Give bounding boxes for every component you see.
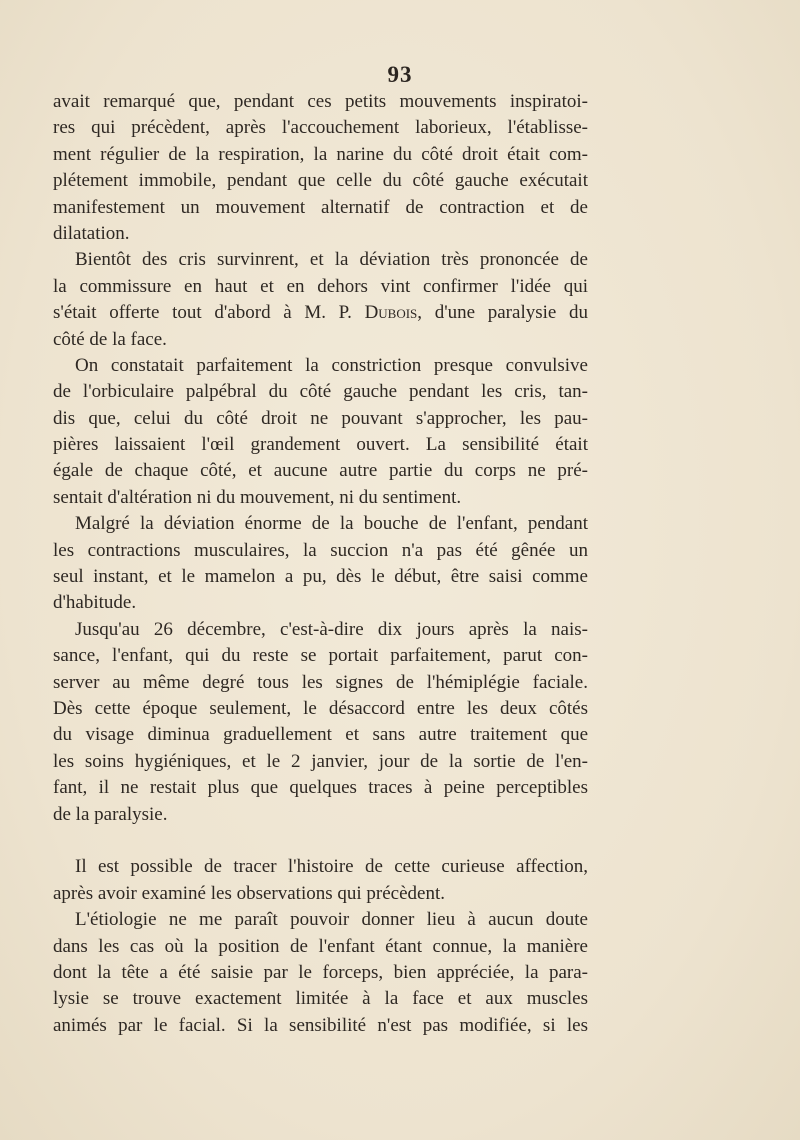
text-line: ment régulier de la respiration, la narine du côté droit était com- — [53, 143, 588, 165]
text-line: Il est possible de tracer l'histoire de cette curieuse affection, — [75, 856, 588, 878]
text-line: seul instant, et le mamelon a pu, dès le début, être saisi comme — [53, 566, 588, 588]
text-line: pières laissaient l'œil grandement ouvert. La sensibilité était — [53, 434, 588, 456]
text-line: fant, il ne restait plus que quelques traces à peine perceptibles — [53, 777, 588, 799]
text-line: Malgré la déviation énorme de la bouche de l'enfant, pendant — [75, 513, 588, 535]
text-line: d'habitude. — [53, 592, 137, 614]
text-line: Dès cette époque seulement, le désaccord entre les deux côtés — [53, 697, 588, 719]
text-line: Bientôt des cris survinrent, et la déviation très prononcée de — [75, 249, 588, 271]
text-line: dis que, celui du côté droit ne pouvant s'approcher, les pau- — [53, 407, 588, 429]
text-line: côté de la face. — [53, 328, 167, 350]
body-text — [53, 89, 588, 1039]
text-line: du visage diminua graduellement et sans autre traitement que — [53, 724, 588, 746]
text-line: dont la tête a été saisie par le forceps, bien appréciée, la para- — [53, 961, 588, 983]
text-line: sentait d'altération ni du mouvement, ni du sentiment. — [53, 486, 462, 508]
text-line: animés par le facial. Si la sensibilité n'est pas modifiée, si les — [53, 1014, 588, 1036]
text-line: dans les cas où la position de l'enfant étant connue, la manière — [53, 935, 588, 957]
text-line: manifestement un mouvement alternatif de contraction et de — [53, 196, 588, 218]
text-line: On constatait parfaitement la constriction presque convulsive — [75, 354, 588, 376]
text-line: res qui précèdent, après l'accouchement laborieux, l'établisse- — [53, 117, 588, 139]
text-line: de la paralysie. — [53, 803, 168, 825]
text-line: les contractions musculaires, la succion n'a pas été gênée un — [53, 539, 588, 561]
page-number: 93 — [387, 62, 413, 87]
text-line: L'étiologie ne me paraît pouvoir donner lieu à aucun doute — [75, 909, 588, 931]
text-line: égale de chaque côté, et aucune autre partie du corps ne pré- — [53, 460, 588, 482]
text-line: lysie se trouve exactement limitée à la face et aux muscles — [53, 988, 588, 1010]
text-line: avait remarqué que, pendant ces petits mouvements inspiratoi- — [53, 91, 588, 112]
text-line: la commissure en haut et en dehors vint confirmer l'idée qui — [53, 275, 588, 297]
text-line: plétement immobile, pendant que celle du côté gauche exécutait — [53, 170, 588, 192]
text-line-with-name — [53, 300, 588, 326]
text-line: Jusqu'au 26 décembre, c'est-à-dire dix jours après la nais- — [75, 618, 588, 640]
text-line: après avoir examiné les observations qui précèdent. — [53, 882, 445, 904]
text-line: de l'orbiculaire palpébral du côté gauche pendant les cris, tan- — [53, 381, 588, 403]
section-gap — [53, 828, 588, 854]
text-segment: s'était offerte tout d'abord à M. P. — [53, 302, 352, 324]
text-line: dilatation. — [53, 222, 130, 244]
text-line: les soins hygiéniques, et le 2 janvier, jour de la sortie de l'en- — [53, 750, 588, 772]
text-line: server au même degré tous les signes de l'hémiplégie faciale. — [53, 671, 588, 693]
text-segment: , d'une paralysie du — [417, 302, 589, 324]
text-line: sance, l'enfant, qui du reste se portait parfaitement, parut con- — [53, 645, 588, 667]
author-name: Dubois — [364, 302, 418, 324]
